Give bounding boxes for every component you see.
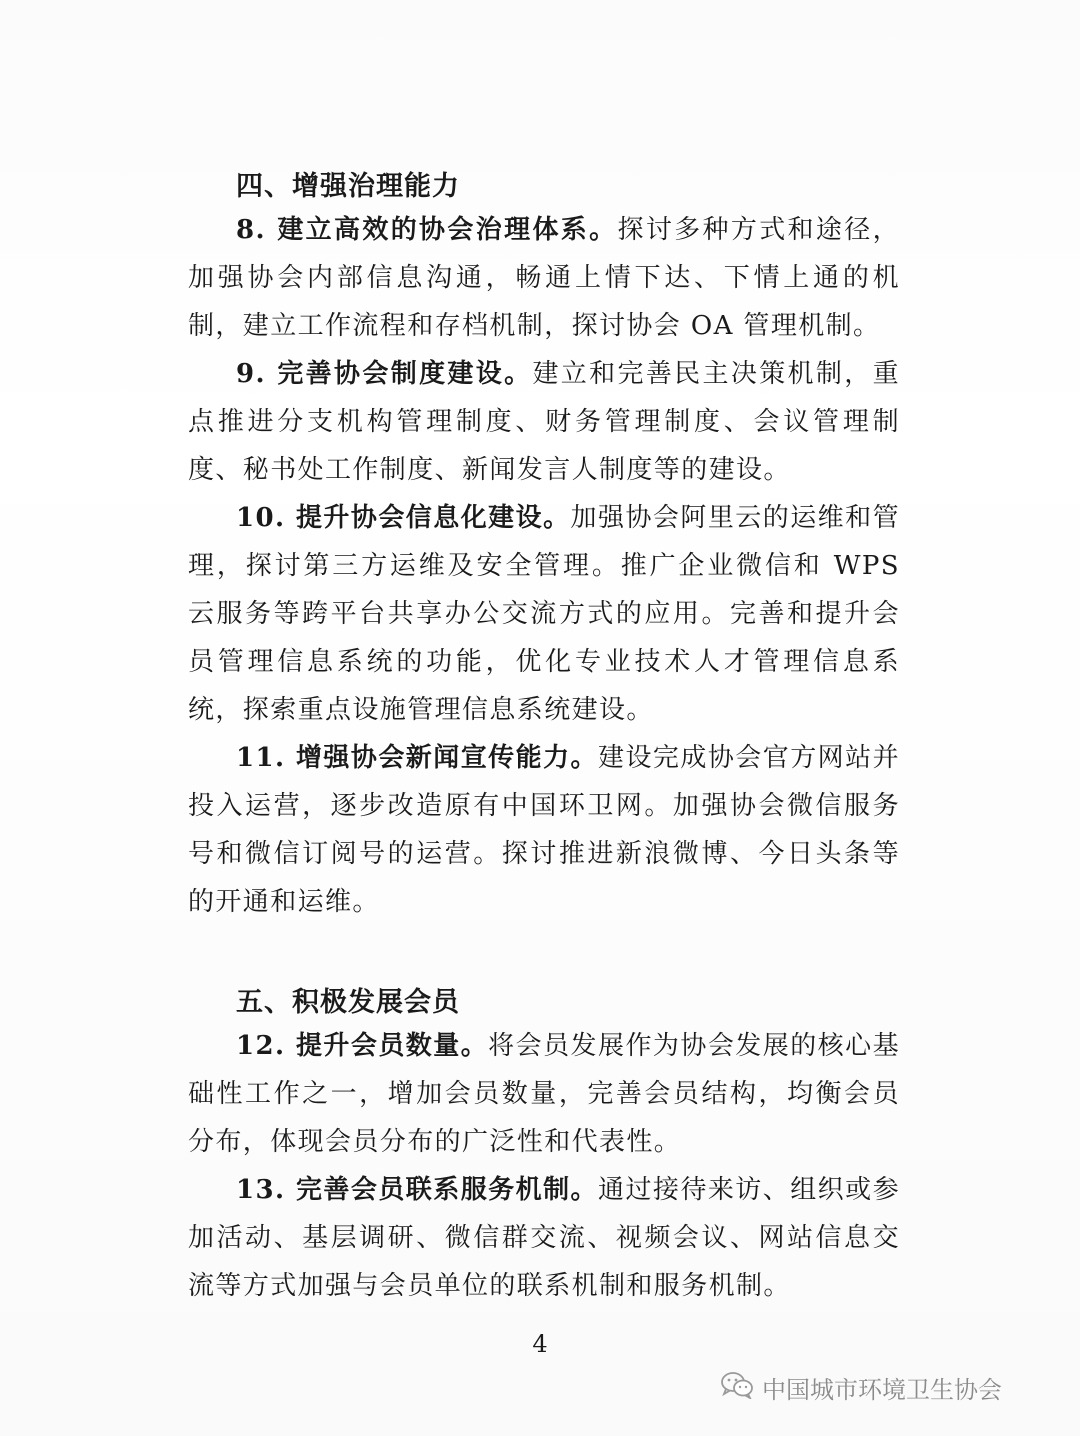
watermark (720, 1370, 1002, 1405)
item-lead: 13. 完善会员联系服务机制。 (236, 1175, 598, 1205)
item-text: 加强协会阿里云的运维和管理，探讨第三方运维及安全管理。推广企业微信和 WPS 云服务等跨平台共享办公交流方式的应用。完善和提升会员管理信息系统的功能，优化专业技术人才管理信息系统，探索重点设施管理信息系统建设。 (188, 503, 900, 725)
wechat-icon (720, 1371, 754, 1405)
item-text: 通过接待来访、组织或参加活动、基层调研、微信群交流、视频会议、网站信息交流等方式加强与会员单位的联系机制和服务机制。 (188, 1175, 900, 1301)
paragraph-item-13 (188, 1166, 900, 1310)
item-lead: 9. 完善协会制度建设。 (236, 359, 533, 389)
paragraph-item-11 (188, 734, 900, 926)
item-lead: 8. 建立高效的协会治理体系。 (236, 215, 618, 245)
item-text: 建立和完善民主决策机制，重点推进分支机构管理制度、财务管理制度、会议管理制度、秘书处工作制度、新闻发言人制度等的建设。 (188, 359, 900, 485)
item-text: 探讨多种方式和途径，加强协会内部信息沟通，畅通上情下达、下情上通的机制，建立工作流程和存档机制，探讨协会 OA 管理机制。 (188, 215, 900, 341)
item-lead: 10. 提升协会信息化建设。 (236, 503, 571, 533)
section-heading: 五、积极发展会员 (236, 987, 460, 1018)
item-text: 将会员发展作为协会发展的核心基础性工作之一，增加会员数量，完善会员结构，均衡会员分布，体现会员分布的广泛性和代表性。 (188, 1031, 900, 1157)
item-text: 建设完成协会官方网站并投入运营，逐步改造原有中国环卫网。加强协会微信服务号和微信订阅号的运营。探讨推进新浪微博、今日头条等的开通和运维。 (188, 743, 900, 917)
item-lead: 11. 增强协会新闻宣传能力。 (236, 743, 598, 773)
paragraph-item-9 (188, 350, 900, 494)
watermark-text: 中国城市环境卫生协会 (762, 1376, 1002, 1404)
paragraph-item-12 (188, 1022, 900, 1166)
item-lead: 12. 提升会员数量。 (236, 1031, 489, 1061)
section-heading: 四、增强治理能力 (236, 171, 460, 202)
paragraph-item-10 (188, 494, 900, 734)
page-number: 4 (532, 1330, 548, 1358)
paragraph-item-8 (188, 206, 900, 350)
